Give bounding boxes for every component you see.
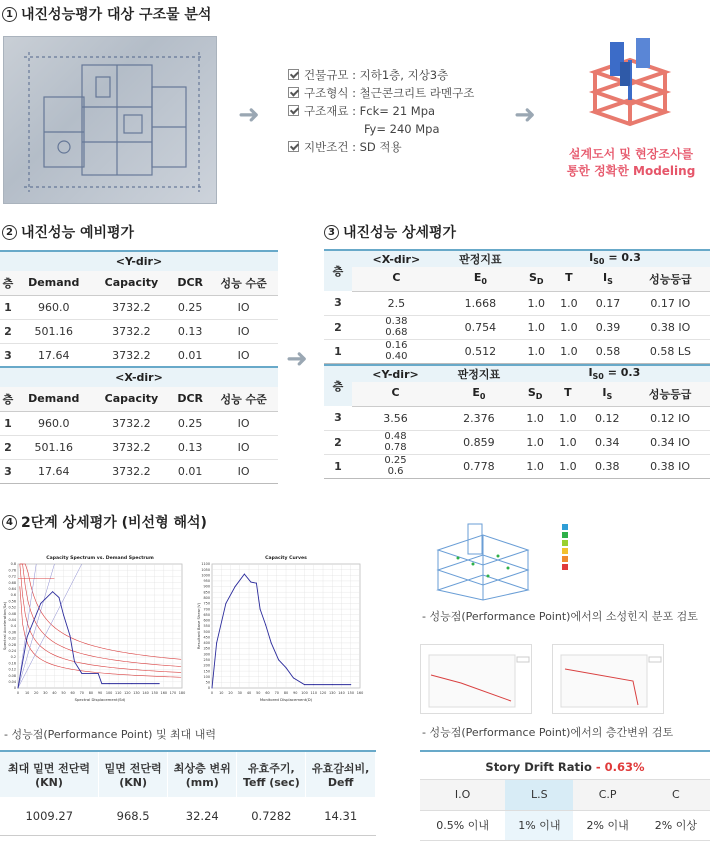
x-tick-label: 180	[178, 691, 186, 695]
section1-title	[2, 4, 211, 24]
data-point	[63, 615, 64, 616]
list-item: 지반조건 : SD 적용	[288, 138, 508, 156]
hinge-legend-drawing	[556, 520, 586, 584]
data-point	[216, 642, 217, 643]
table-row: 1 0.25 0.6 0.778 1.0 1.0 0.38 0.38 IO	[324, 454, 710, 478]
list-item: Fy= 240 Mpa	[364, 122, 440, 136]
y-tick-label: 1000	[201, 573, 210, 578]
col-header-iso: $I_{S0} = 0.3$	[520, 250, 710, 267]
hinge-caption: - 성능점(Performance Point)에서의 소성힌지 분포 검토	[422, 610, 698, 623]
data-point	[256, 583, 257, 584]
y-tick-label: 0.24	[8, 649, 16, 653]
y-tick-label: 0.2	[10, 655, 16, 660]
drift-chart-1-svg	[421, 645, 533, 715]
y-tick-label: 350	[203, 646, 210, 651]
x-tick-label: 160	[160, 691, 168, 695]
x-tick-label: 100	[105, 691, 113, 695]
x-tick-label: 140	[338, 691, 345, 695]
chart2-svg	[194, 548, 366, 708]
col-header: <X-dir>	[352, 250, 441, 267]
y-tick-label: 0.04	[8, 680, 16, 684]
data-point	[271, 642, 272, 643]
data-point	[225, 603, 226, 604]
y-tick-label: 50	[205, 680, 210, 685]
col-header: 성능등급	[631, 267, 710, 291]
y-tick-label: 650	[203, 612, 210, 617]
y-tick-label: 0.56	[8, 599, 16, 604]
y-tick-label: 0	[207, 686, 210, 691]
x-tick-label: 130	[133, 691, 140, 695]
y-tick-label: 600	[203, 618, 210, 623]
col-header: 최상층 변위 (mm)	[168, 751, 237, 797]
y-tick-label: 0	[13, 686, 16, 691]
table-row: 3 2.5 1.668 1.0 1.0 0.17 0.17 IO	[324, 291, 710, 315]
x-tick-label: 50	[61, 691, 66, 695]
y-tick-label: 0.16	[8, 661, 16, 666]
col-header: Demand	[16, 387, 92, 411]
col-header: 층	[324, 250, 352, 291]
data-point	[131, 683, 132, 684]
x-tick-label: 20	[34, 691, 39, 695]
data-point	[244, 574, 245, 575]
table-row: 1 960.0 3732.2 0.25 IO	[0, 411, 278, 435]
x-tick-label: 0	[16, 691, 20, 695]
y-tick-label: 0.12	[8, 667, 16, 672]
data-point	[159, 683, 160, 684]
section-number: 4	[2, 515, 17, 530]
chart-title: Capacity Curves	[265, 556, 307, 561]
x-tick-label: 0	[210, 691, 214, 695]
y-axis-label: Spectral Acceleration(Sa)	[2, 601, 7, 651]
col-header: C	[352, 267, 441, 291]
col-header: 판정지표	[441, 250, 520, 267]
y-tick-label: 0.44	[8, 618, 16, 622]
list-item: 건물규모 : 지하1층, 지상3층	[288, 66, 508, 84]
x-tick-label: 50	[256, 691, 261, 695]
arrow-right-icon: ➜	[514, 100, 536, 130]
y-tick-label: 900	[203, 584, 210, 589]
table-row: 1 960.0 3732.2 0.25 IO	[0, 295, 278, 319]
section4-title	[2, 512, 207, 532]
x-tick-label: 20	[228, 691, 233, 695]
data-point	[313, 684, 314, 685]
x-tick-label: 120	[319, 691, 327, 695]
checkbox-icon	[288, 141, 299, 152]
performance-caption: - 성능점(Performance Point) 및 최대 내력	[4, 728, 217, 741]
col-header: 층	[324, 365, 352, 406]
data-point	[59, 597, 60, 598]
y-tick-label: 0.28	[8, 642, 16, 647]
x-tick-label: 80	[283, 691, 289, 695]
y-tick-label: 550	[203, 624, 210, 629]
structure-info-list	[288, 66, 508, 156]
x-tick-label: 170	[169, 691, 177, 695]
y-tick-label: 1050	[201, 567, 210, 572]
list-item: 구조재료 : Fck= 21 Mpa	[288, 102, 508, 120]
col-header: DCR	[171, 387, 209, 411]
table-row: 1009.27 968.5 32.24 0.7282 14.31	[0, 797, 376, 835]
col-header: 층	[0, 387, 16, 411]
col-header: Capacity	[92, 387, 171, 411]
section-title-text: 내진성능 예비평가	[21, 225, 135, 241]
table-row: 2 501.16 3732.2 0.13 IO	[0, 435, 278, 459]
x-tick-label: 30	[237, 691, 242, 695]
data-point	[265, 624, 266, 625]
col-header: T	[552, 382, 585, 406]
checkbox-icon	[288, 69, 299, 80]
drift-caption: - 성능점(Performance Point)에서의 층간변위 검토	[422, 726, 674, 739]
prelim-table-y	[0, 250, 278, 368]
drift-chart-1	[420, 644, 532, 714]
hinge-model-drawing	[428, 520, 538, 604]
chart1-svg	[2, 548, 188, 708]
data-point	[109, 683, 110, 684]
y-tick-label: 0.4	[10, 624, 16, 629]
modeling-caption: 설계도서 및 현장조사를 통한 정확한 Modeling	[566, 147, 696, 178]
capacity-spectrum-chart	[2, 548, 188, 708]
y-tick-label: 950	[203, 579, 210, 584]
data-point	[250, 582, 251, 583]
y-axis-label: Resultant Base Shear(V)	[196, 602, 201, 650]
x-tick-label: 10	[24, 691, 30, 695]
col-header: $S_D$	[520, 267, 553, 291]
y-tick-label: 700	[203, 607, 210, 612]
data-point	[235, 586, 236, 587]
data-point	[74, 661, 75, 662]
col-header: $E_0$	[439, 382, 519, 406]
arrow-right-icon: ➜	[238, 100, 260, 130]
y-tick-label: 0.52	[8, 605, 16, 610]
drift-chart-2	[552, 644, 664, 714]
y-tick-label: 1100	[201, 562, 210, 567]
y-tick-label: 250	[203, 658, 210, 663]
detail-table-2	[324, 364, 710, 479]
x-axis-label: Spectral Displacement(Sd)	[74, 697, 126, 702]
x-tick-label: 60	[265, 691, 270, 695]
col-header: Capacity	[92, 271, 171, 295]
table-row: 3 3.56 2.376 1.0 1.0 0.12 0.12 IO	[324, 406, 710, 430]
table-row: 3 17.64 3732.2 0.01 IO	[0, 459, 278, 483]
col-header: $I_S$	[585, 267, 631, 291]
col-header: I.O	[420, 780, 505, 810]
y-tick-label: 0.08	[8, 673, 16, 678]
x-tick-label: 70	[274, 691, 279, 695]
data-point	[332, 684, 333, 685]
data-point	[69, 635, 70, 636]
blueprint-drawing	[4, 37, 217, 204]
y-tick-label: 0.8	[10, 562, 16, 567]
x-tick-label: 30	[43, 691, 48, 695]
x-tick-label: 150	[347, 691, 354, 695]
floor-plan-image	[3, 36, 217, 204]
data-point	[286, 667, 287, 668]
y-tick-label: 0.6	[10, 593, 16, 598]
data-point	[40, 603, 41, 604]
col-header: T	[553, 267, 586, 291]
data-point	[27, 636, 28, 637]
story-drift-table	[420, 750, 710, 841]
x-tick-label: 110	[114, 691, 122, 695]
hinge-model-image	[428, 520, 538, 604]
col-header: 유효감쇠비, Deff	[306, 751, 376, 797]
y-tick-label: 300	[203, 652, 210, 657]
table-row: 2 0.38 0.68 0.754 1.0 1.0 0.39 0.38 IO	[324, 315, 710, 339]
data-point	[350, 684, 351, 685]
drift-title: Story Drift Ratio - 0.63%	[420, 750, 710, 780]
y-tick-label: 150	[203, 669, 210, 674]
y-tick-label: 0.36	[8, 630, 16, 635]
y-tick-label: 400	[203, 641, 210, 646]
col-header: $I_S$	[584, 382, 630, 406]
x-tick-label: 130	[329, 691, 336, 695]
x-tick-label: 80	[88, 691, 94, 695]
y-tick-label: 0.48	[8, 611, 16, 616]
checkbox-icon	[288, 105, 299, 116]
col-header: 판정지표	[439, 365, 519, 382]
table-row: 1 0.16 0.40 0.512 1.0 1.0 0.58 0.58 LS	[324, 339, 710, 363]
col-header-iso: $I_{S0} = 0.3$	[519, 365, 710, 382]
table-band-label: <X-dir>	[0, 367, 278, 387]
y-tick-label: 500	[203, 629, 210, 634]
section-title-text: 2단계 상세평가 (비선형 해석)	[21, 515, 207, 531]
col-header: $S_D$	[519, 382, 552, 406]
list-item: 구조형식 : 철근콘크리트 라멘구조	[288, 84, 508, 102]
data-point	[52, 591, 53, 592]
col-header: <Y-dir>	[352, 365, 439, 382]
drift-chart-2-svg	[553, 645, 665, 715]
x-tick-label: 60	[70, 691, 75, 695]
col-header: 성능 수준	[209, 387, 278, 411]
y-tick-label: 0.72	[8, 574, 16, 579]
x-tick-label: 40	[246, 691, 252, 695]
y-tick-label: 850	[203, 590, 210, 595]
col-header: 최대 밑면 전단력 (KN)	[0, 751, 99, 797]
3d-model-image	[580, 32, 680, 132]
building-model-icon	[580, 32, 680, 132]
data-point	[18, 688, 19, 689]
section-title-text: 내진성능 상세평가	[343, 225, 457, 241]
x-tick-label: 140	[142, 691, 149, 695]
col-header: 밑면 전단력 (KN)	[99, 751, 168, 797]
table-row: 2 501.16 3732.2 0.13 IO	[0, 319, 278, 343]
col-header: C	[642, 780, 710, 810]
table-row: 2 0.48 0.78 0.859 1.0 1.0 0.34 0.34 IO	[324, 430, 710, 454]
data-point	[81, 673, 82, 674]
section-number: 3	[324, 225, 339, 240]
arrow-right-icon: ➜	[286, 344, 308, 374]
col-header: Demand	[16, 271, 92, 295]
y-tick-label: 100	[203, 674, 210, 679]
detail-table-1	[324, 249, 710, 364]
col-header: $E_0$	[441, 267, 520, 291]
data-point	[212, 688, 213, 689]
section2-title	[2, 222, 134, 242]
x-axis-label: Monitored Displacement(D)	[259, 697, 313, 702]
data-point	[304, 684, 305, 685]
y-tick-label: 200	[203, 663, 210, 668]
y-tick-label: 800	[203, 596, 210, 601]
x-tick-label: 120	[124, 691, 131, 695]
data-point	[260, 609, 261, 610]
capacity-curve-chart	[194, 548, 366, 708]
col-header: 층	[0, 271, 16, 295]
table-row: 0.5% 이내 1% 이내 2% 이내 2% 이상	[420, 810, 710, 840]
section3-title	[324, 222, 456, 242]
performance-table	[0, 750, 376, 836]
x-tick-label: 40	[52, 691, 57, 695]
col-header: 유효주기, Teff (sec)	[237, 751, 306, 797]
x-tick-label: 150	[151, 691, 158, 695]
col-header: 성능 수준	[209, 271, 278, 295]
x-tick-label: 100	[301, 691, 308, 695]
x-tick-label: 70	[79, 691, 84, 695]
section-number: 2	[2, 225, 17, 240]
y-tick-label: 450	[203, 635, 210, 640]
x-tick-label: 90	[97, 691, 103, 695]
data-point	[101, 683, 102, 684]
y-tick-label: 0.64	[8, 587, 16, 591]
hinge-legend-image	[556, 520, 586, 584]
col-header: L.S	[505, 780, 573, 810]
chart-title: Capacity Spectrum vs. Demand Spectrum	[46, 556, 154, 561]
section-title-text: 내진성능평가 대상 구조물 분석	[21, 7, 212, 23]
col-header: C.P	[573, 780, 641, 810]
table-band-label: <Y-dir>	[0, 251, 278, 271]
section-number: 1	[2, 7, 17, 22]
x-tick-label: 10	[219, 691, 224, 695]
x-tick-label: 110	[310, 691, 317, 695]
data-point	[278, 659, 279, 660]
data-point	[293, 677, 294, 678]
y-tick-label: 0.68	[8, 580, 16, 585]
col-header: 성능등급	[630, 382, 710, 406]
table-row: 3 17.64 3732.2 0.01 IO	[0, 343, 278, 367]
y-tick-label: 0.32	[8, 636, 16, 641]
col-header: C	[352, 382, 439, 406]
x-tick-label: 90	[293, 691, 298, 695]
data-point	[98, 673, 99, 674]
y-tick-label: 0.76	[8, 568, 16, 573]
y-tick-label: 750	[203, 601, 210, 606]
x-tick-label: 160	[356, 691, 364, 695]
checkbox-icon	[288, 87, 299, 98]
col-header: DCR	[171, 271, 209, 295]
prelim-table-x	[0, 366, 278, 484]
